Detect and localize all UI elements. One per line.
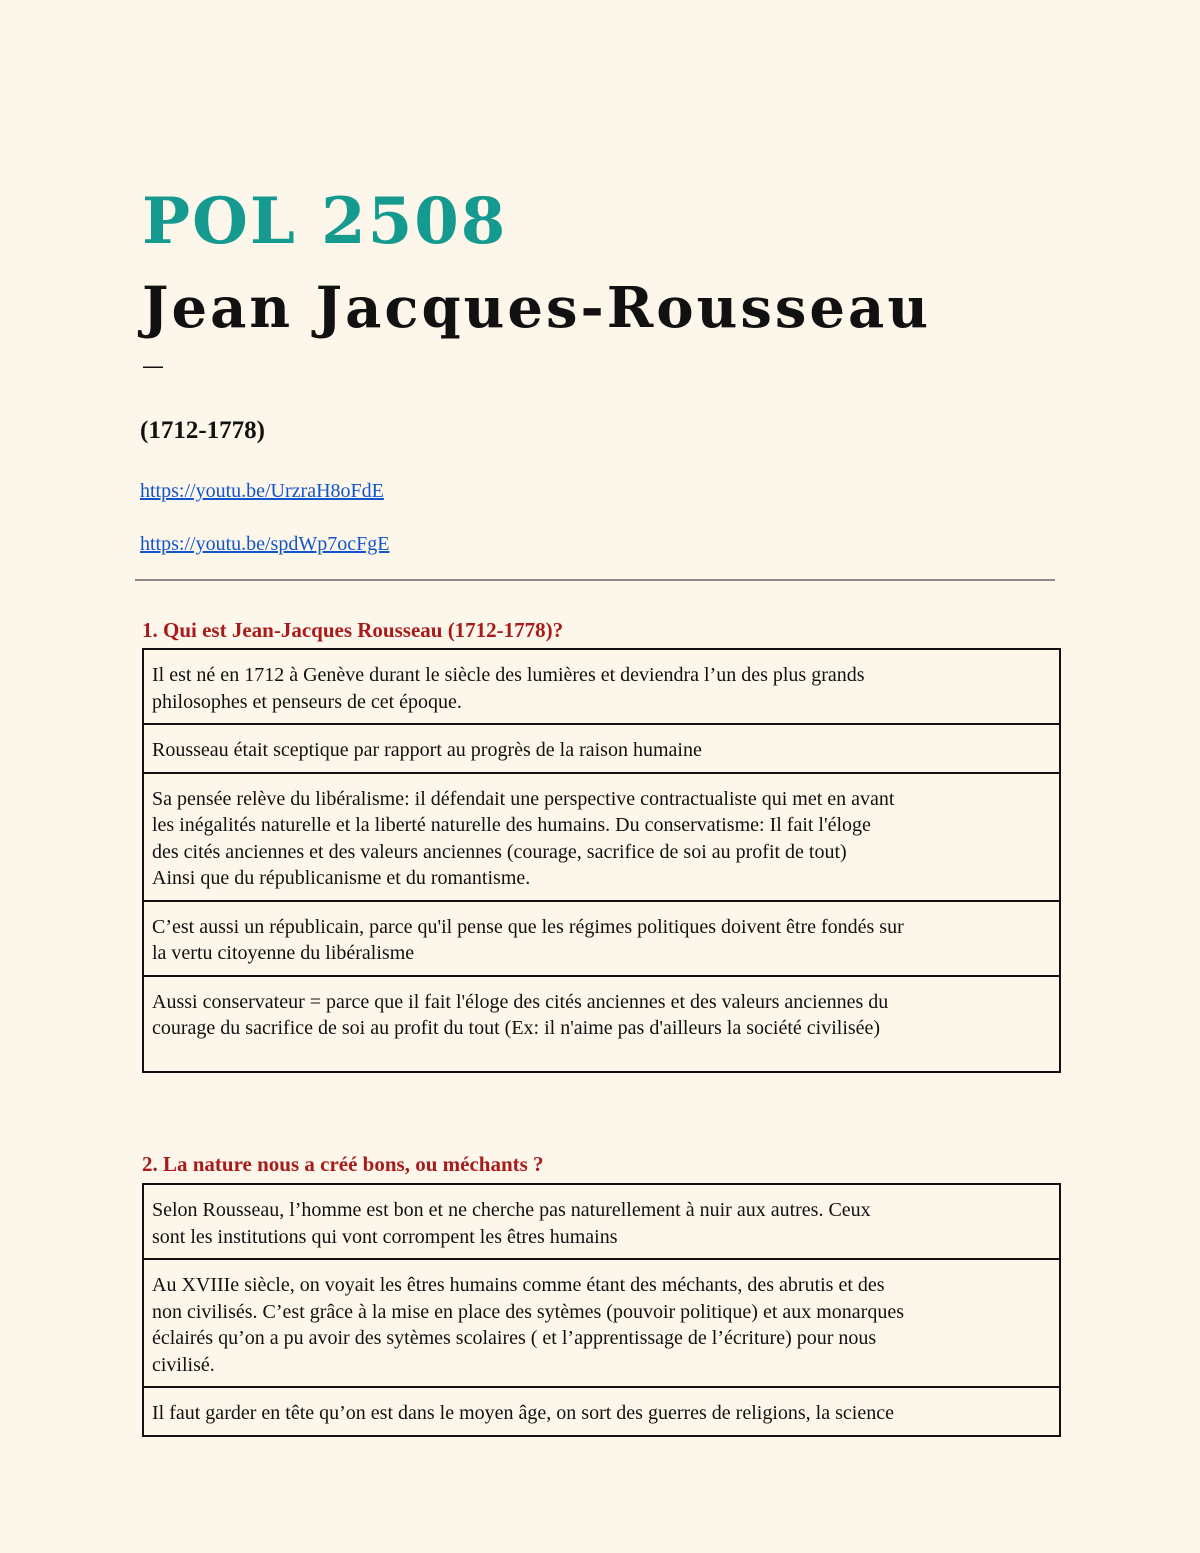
table-cell bbox=[143, 1387, 1060, 1436]
cell-line: Aussi conservateur = parce que il fait l'éloge des cités anciennes et des valeurs anciennes du bbox=[152, 990, 889, 1013]
cell-line: Selon Rousseau, l’homme est bon et ne cherche pas naturellement à nuir aux autres. Ceux bbox=[152, 1199, 871, 1221]
cell-line: Au XVIIIe siècle, on voyait les êtres humains comme étant des méchants, des abrutis et des bbox=[152, 1274, 885, 1296]
life-dates: (1712-1778) bbox=[140, 417, 265, 444]
table-row bbox=[143, 1259, 1060, 1387]
table-cell bbox=[143, 1184, 1060, 1259]
cell-line: Il faut garder en tête qu’on est dans le moyen âge, on sort des guerres de religions, la science bbox=[152, 1402, 894, 1424]
cell-line: les inégalités naturelle et la liberté naturelle des humains. Du conservatisme: Il fait l'éloge bbox=[152, 814, 871, 836]
course-code: POL 2508 bbox=[142, 184, 508, 259]
cell-line: des cités anciennes et des valeurs anciennes (courage, sacrifice de soi au profit de tout) bbox=[152, 840, 847, 863]
answer-table-2 bbox=[142, 1183, 1061, 1437]
video-link-2[interactable]: https://youtu.be/spdWp7ocFgE bbox=[140, 533, 390, 555]
cell-line: sont les institutions qui vont corrompent les êtres humains bbox=[152, 1225, 618, 1248]
cell-line: C’est aussi un républicain, parce qu'il pense que les régimes politiques doivent être fondés sur bbox=[152, 915, 904, 938]
cell-line: Il est né en 1712 à Genève durant le siècle des lumières et deviendra l’un des plus grands bbox=[152, 664, 865, 686]
page-title: Jean Jacques-Rousseau bbox=[142, 275, 932, 341]
table-row bbox=[143, 1184, 1060, 1259]
cell-line: Rousseau était sceptique par rapport au progrès de la raison humaine bbox=[152, 739, 702, 761]
cell-line: philosophes et penseurs de cet époque. bbox=[152, 690, 462, 713]
cell-line: Ainsi que du républicanisme et du romantisme. bbox=[152, 867, 531, 889]
video-link-1[interactable]: https://youtu.be/UrzraH8oFdE bbox=[140, 480, 384, 502]
cell-line: la vertu citoyenne du libéralisme bbox=[152, 942, 415, 964]
cell-line: éclairés qu’on a pu avoir des sytèmes scolaires ( et l’apprentissage de l’écriture) pour nous bbox=[152, 1327, 877, 1349]
question-2-heading: 2. La nature nous a créé bons, ou méchants ? bbox=[142, 1152, 544, 1176]
cell-line: non civilisés. C’est grâce à la mise en place des sytèmes (pouvoir politique) et aux monarques bbox=[152, 1300, 905, 1323]
title-dash: — bbox=[142, 354, 164, 379]
cell-line: civilisé. bbox=[152, 1353, 215, 1376]
cell-line: courage du sacrifice de soi au profit du tout (Ex: il n'aime pas d'ailleurs la société civilisée) bbox=[152, 1017, 881, 1039]
table-row bbox=[143, 1387, 1060, 1436]
question-1-heading: 1. Qui est Jean-Jacques Rousseau (1712-1778)? bbox=[142, 618, 564, 642]
table-cell bbox=[143, 1259, 1060, 1387]
cell-line: Sa pensée relève du libéralisme: il défendait une perspective contractualiste qui met en avant bbox=[152, 787, 895, 810]
